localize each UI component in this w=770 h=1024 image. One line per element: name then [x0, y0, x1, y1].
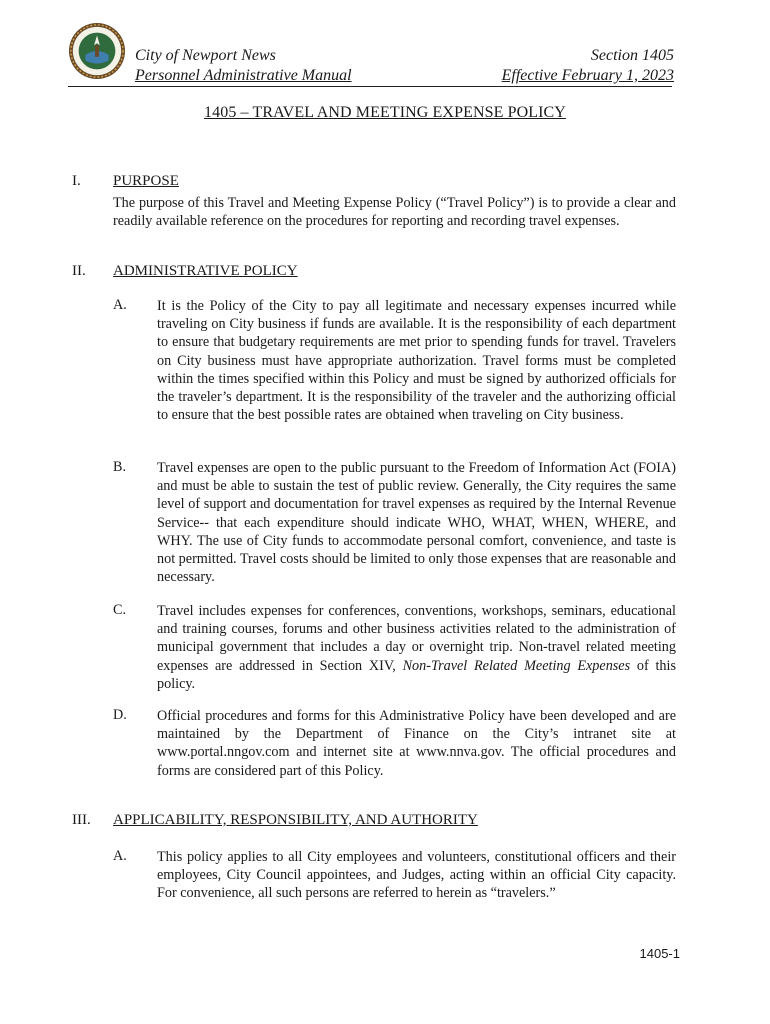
city-seal-logo: [68, 22, 126, 80]
admin-item-c-letter: C.: [113, 602, 127, 618]
admin-item-a: [157, 297, 676, 424]
admin-item-c: [157, 602, 676, 693]
admin-item-d-letter: D.: [113, 707, 127, 723]
section-number-purpose: I.: [72, 173, 81, 189]
header-section: Section 1405: [590, 47, 674, 64]
header-effective-date: Effective February 1, 2023: [501, 67, 674, 84]
section-heading-applicability: APPLICABILITY, RESPONSIBILITY, AND AUTHORITY: [113, 812, 478, 828]
page-number: 1405-1: [639, 946, 680, 961]
admin-item-b-text: Travel expenses are open to the public pursuant to the Freedom of Information Act (FOIA) and must be able to sustain the test of public review. Generally, the City requires the same level of support and documentation for travel expenses as required by the Internal Revenue Service-- that each expenditure should indicate WHO, WHAT, WHEN, WHERE, and WHY. The use of City funds to accommodate personal comfort, convenience, and taste is not permitted. Travel costs should be limited to only those expenses that are reasonable and necessary.: [157, 460, 676, 586]
admin-item-c-text: [157, 602, 676, 693]
section-number-admin: II.: [72, 263, 86, 279]
header-manual: Personnel Administrative Manual: [135, 67, 352, 84]
admin-item-b-letter: B.: [113, 459, 127, 475]
admin-item-c-text-part2: of this policy.: [157, 657, 676, 692]
admin-item-a-letter: A.: [113, 297, 127, 313]
purpose-text: The purpose of this Travel and Meeting Expense Policy (“Travel Policy”) is to provide a clear and readily available reference on the procedures for reporting and recording travel expenses.: [113, 195, 676, 230]
applicability-item-a-text: This policy applies to all City employees and volunteers, constitutional officers and their employees, City Council appointees, and Judges, acting within an official City capacity. For convenience, all such persons are referred to herein as “travelers.”: [157, 849, 676, 902]
applicability-item-a-letter: A.: [113, 848, 127, 864]
header-org: City of Newport News: [135, 47, 276, 64]
admin-item-c-text-italic: Non-Travel Related Meeting Expenses: [402, 657, 631, 674]
purpose-paragraph: [113, 194, 676, 230]
admin-item-b: [157, 459, 676, 586]
document-title: 1405 – TRAVEL AND MEETING EXPENSE POLICY: [204, 104, 566, 121]
applicability-item-a: [157, 848, 676, 903]
section-number-applicability: III.: [72, 812, 91, 828]
section-heading-admin: ADMINISTRATIVE POLICY: [113, 263, 298, 279]
header-left: [135, 46, 352, 86]
admin-item-d: [157, 707, 676, 780]
section-heading-purpose: PURPOSE: [113, 173, 179, 189]
admin-item-c-text-part1: Travel includes expenses for conferences, conventions, workshops, seminars, educational and training courses, forums and other business activities related to the administration of municipal government that includes a day or overnight trip. Non-travel related meeting expenses are addressed in Section XIV,: [157, 603, 676, 674]
header-right: [502, 46, 674, 86]
admin-item-d-text: Official procedures and forms for this Administrative Policy have been developed and are maintained by the Department of Finance on the City’s intranet site at www.portal.nngov.com and internet site at www.nnva.gov. The official procedures and forms are considered part of this Policy.: [157, 708, 676, 779]
admin-item-a-text: It is the Policy of the City to pay all legitimate and necessary expenses incurred while traveling on City business if funds are available. It is the responsibility of each department to ensure that budgetary requirements are met prior to spending funds for travel. Travelers on City business must have appropriate authorization. Travel forms must be completed within the times specified within this Policy and must be signed by authorized officials for the traveler’s department. It is the responsibility of the traveler and the authorizing official to ensure that the best possible rates are obtained when traveling on City business.: [157, 298, 676, 424]
header-divider: [68, 86, 672, 87]
